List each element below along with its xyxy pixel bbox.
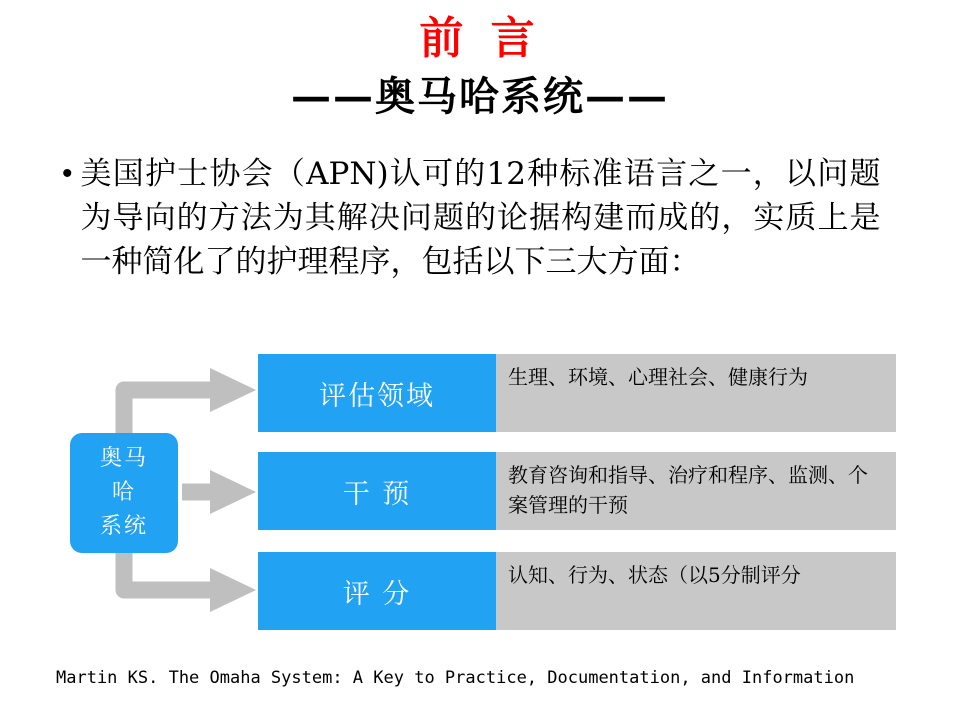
row-description-intervention: 教育咨询和指导、治疗和程序、监测、个案管理的干预 <box>496 452 896 530</box>
omaha-source-node <box>70 433 178 553</box>
diagram-row <box>258 354 896 432</box>
bullet-text: 美国护士协会（APN)认可的12种标准语言之一，以问题为导向的方法为其解决问题的论据构建而成的，实质上是一种简化了的护理程序，包括以下三大方面： <box>80 156 881 280</box>
citation-footer: Martin KS. The Omaha System: A Key to Practice, Documentation, and Information <box>56 668 855 688</box>
omaha-source-line-2: 哈 <box>111 480 136 505</box>
page-title: 前 言 <box>419 13 541 64</box>
omaha-system-diagram <box>0 340 960 650</box>
bullet-paragraph <box>62 152 922 284</box>
row-label-assessment: 评估领域 <box>258 354 496 432</box>
diagram-row <box>258 552 896 630</box>
row-label-intervention: 干 预 <box>258 452 496 530</box>
diagram-row <box>258 452 896 530</box>
omaha-source-line-3: 系统 <box>99 514 148 539</box>
row-description-rating: 认知、行为、状态（以5分制评分 <box>496 552 896 630</box>
page-subtitle: ——奥马哈系统—— <box>291 73 669 120</box>
row-description-assessment: 生理、环境、心理社会、健康行为 <box>496 354 896 432</box>
row-label-rating: 评 分 <box>258 552 496 630</box>
omaha-source-line-1: 奥马 <box>99 446 148 471</box>
bullet-marker: • <box>62 157 73 190</box>
